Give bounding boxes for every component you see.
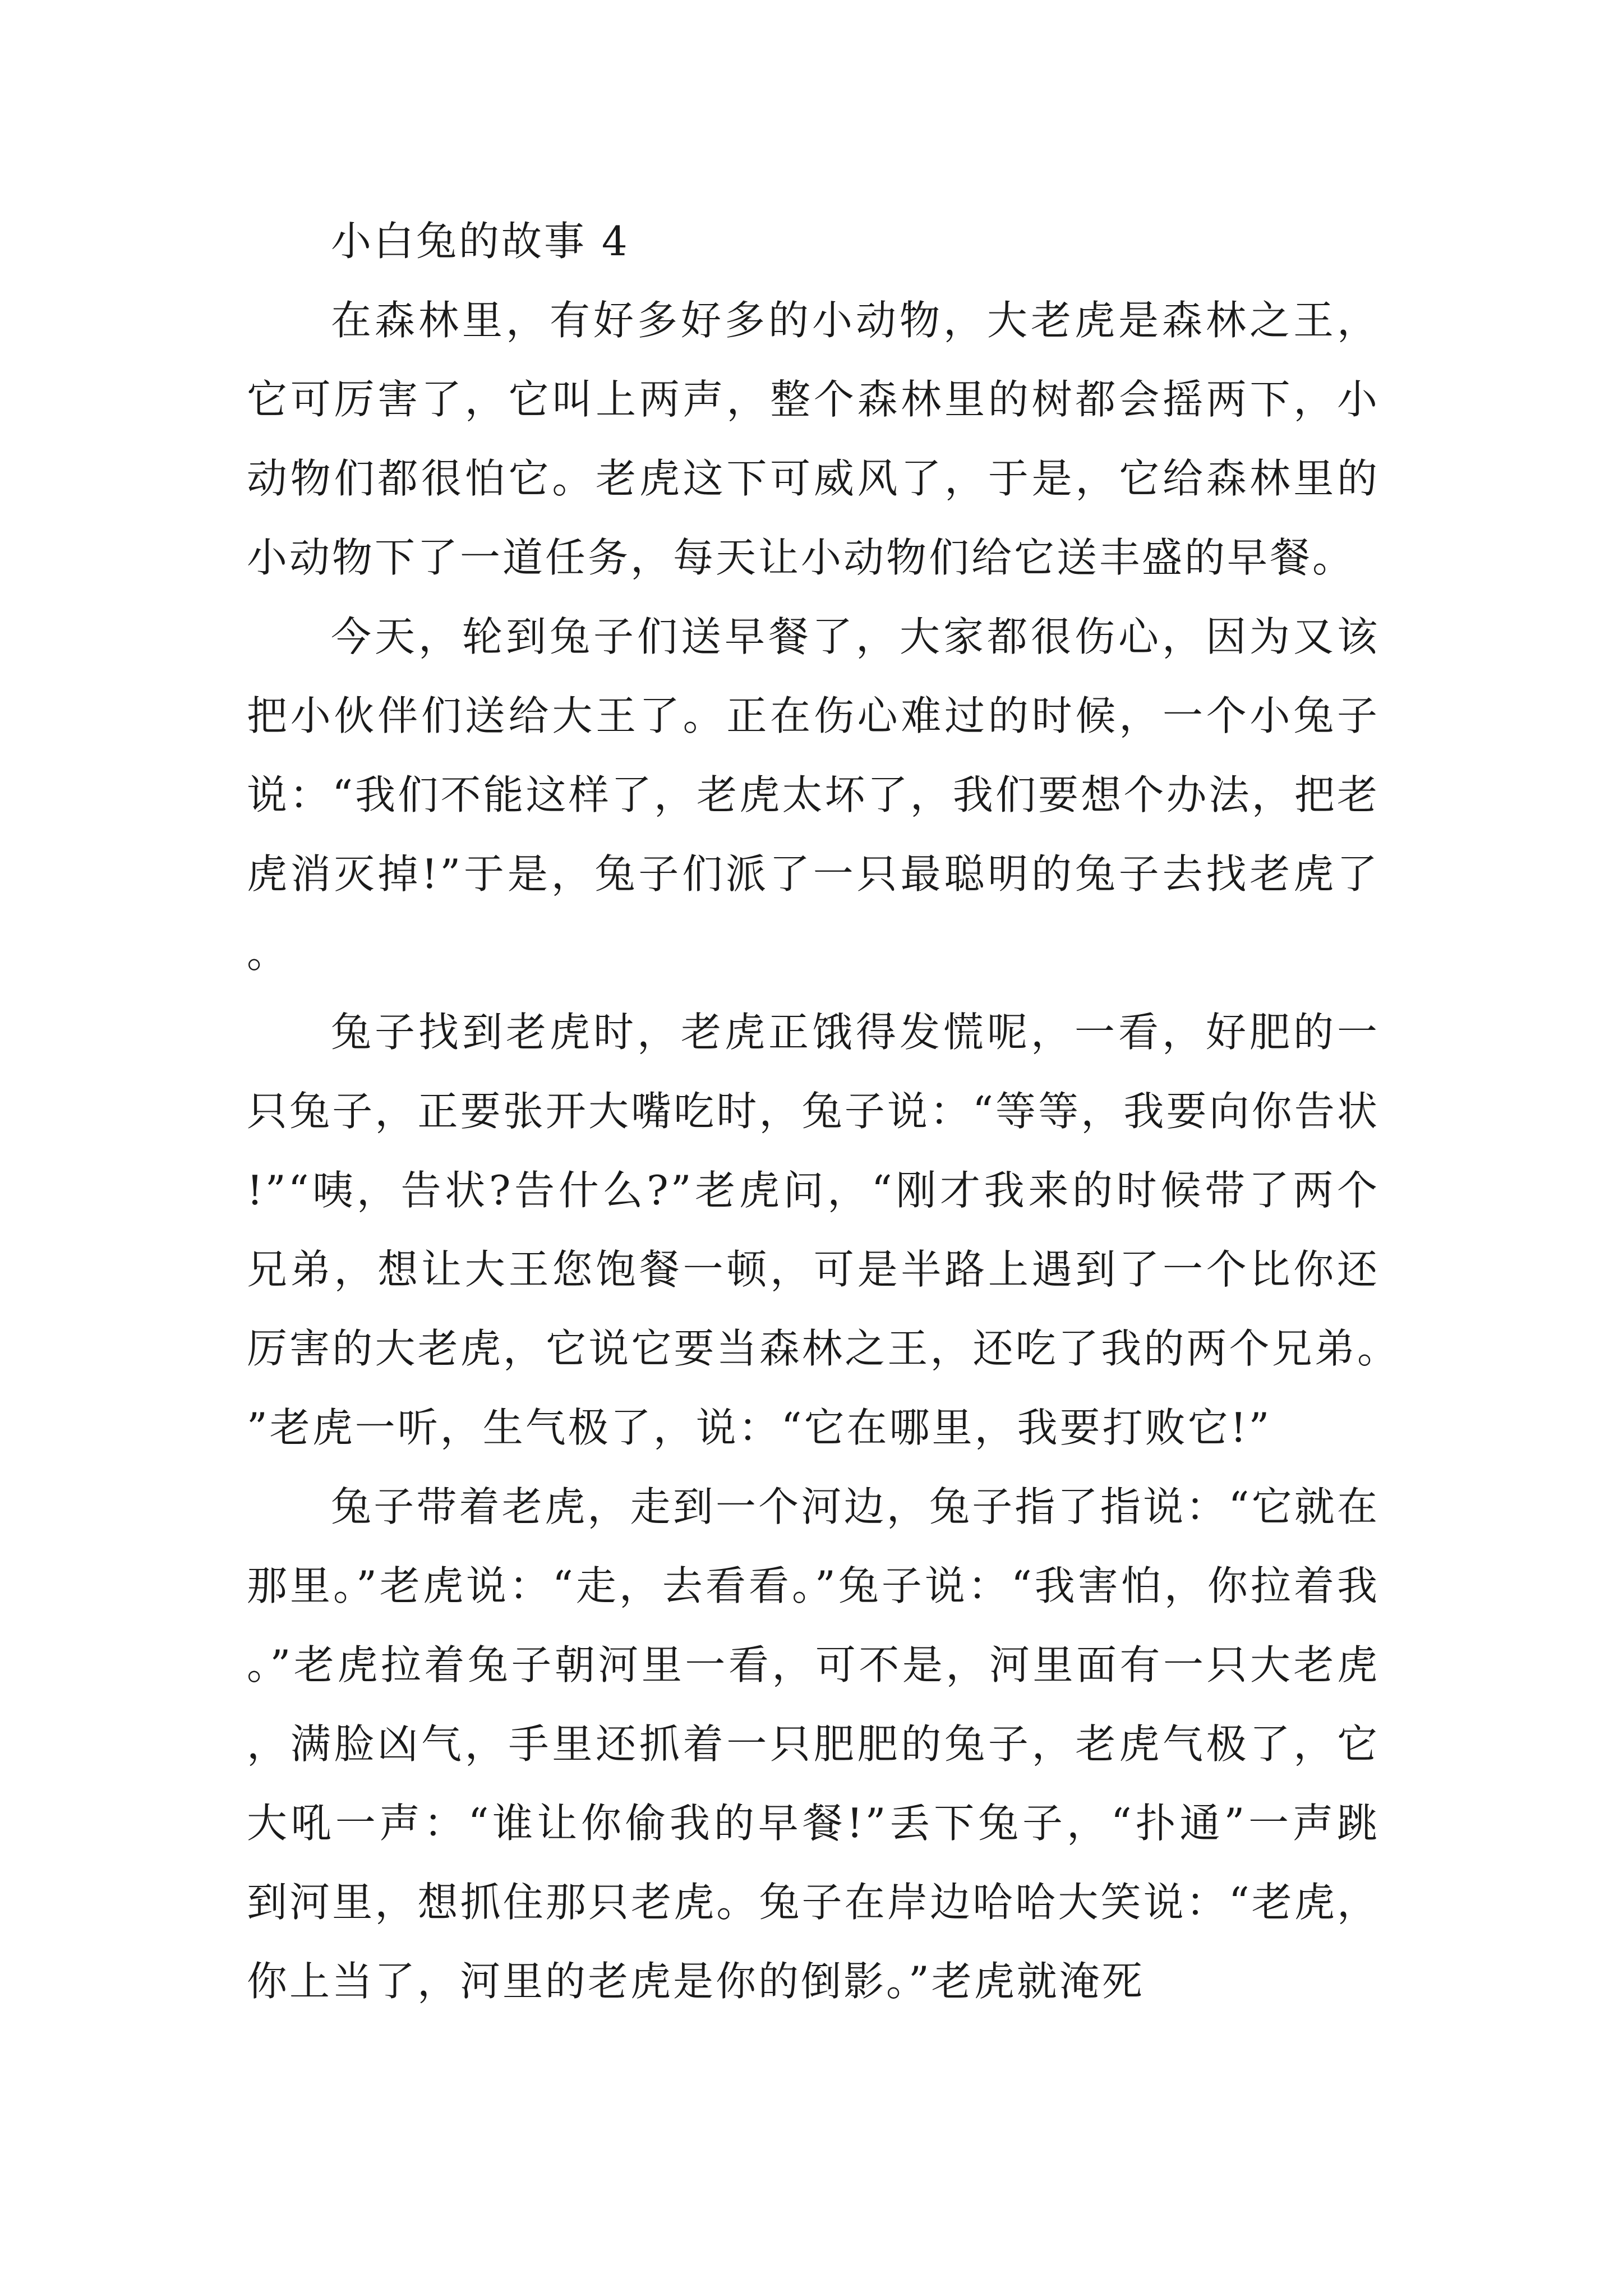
paragraph-1: 在森林里，有好多好多的小动物，大老虎是森林之王，它可厉害了，它叫上两声，整个森林里的树都会摇两下，小动物们都很怕它。老虎这下可威风了，于是，它给森林里的小动物下了一道任务，每天让小动物们给它送丰盛的早餐。 [247, 297, 1380, 581]
paragraph-3: 兔子找到老虎时，老虎正饿得发慌呢，一看，好肥的一只兔子，正要张开大嘴吃时，兔子说：“等等，我要向你告状!”“咦，告状?告什么?”老虎问，“刚才我来的时候带了两个兄弟，想让大王您饱餐一顿，可是半路上遇到了一个比你还厉害的大老虎，它说它要当森林之王，还吃了我的两个兄弟。”老虎一听，生气极了，说：“它在哪里，我要打败它!” [247, 1009, 1380, 1451]
story-title: 小白兔的故事 4 [331, 218, 630, 265]
paragraph-2: 今天，轮到兔子们送早餐了，大家都很伤心，因为又该把小伙伴们送给大王了。正在伤心难过的时候，一个小兔子说：“我们不能这样了，老虎太坏了，我们要想个办法，把老虎消灭掉!”于是，兔子们派了一只最聪明的兔子去找老虎了。 [247, 613, 1380, 977]
document-body [247, 202, 1380, 2021]
paragraph-4: 兔子带着老虎，走到一个河边，兔子指了指说：“它就在那里。”老虎说：“走，去看看。”兔子说：“我害怕，你拉着我。”老虎拉着兔子朝河里一看，可不是，河里面有一只大老虎，满脸凶气，手里还抓着一只肥肥的兔子，老虎气极了，它大吼一声：“谁让你偷我的早餐!”丢下兔子，“扑通”一声跳到河里，想抓住那只老虎。兔子在岸边哈哈大笑说：“老虎，你上当了，河里的老虎是你的倒影。”老虎就淹死 [247, 1483, 1380, 2005]
